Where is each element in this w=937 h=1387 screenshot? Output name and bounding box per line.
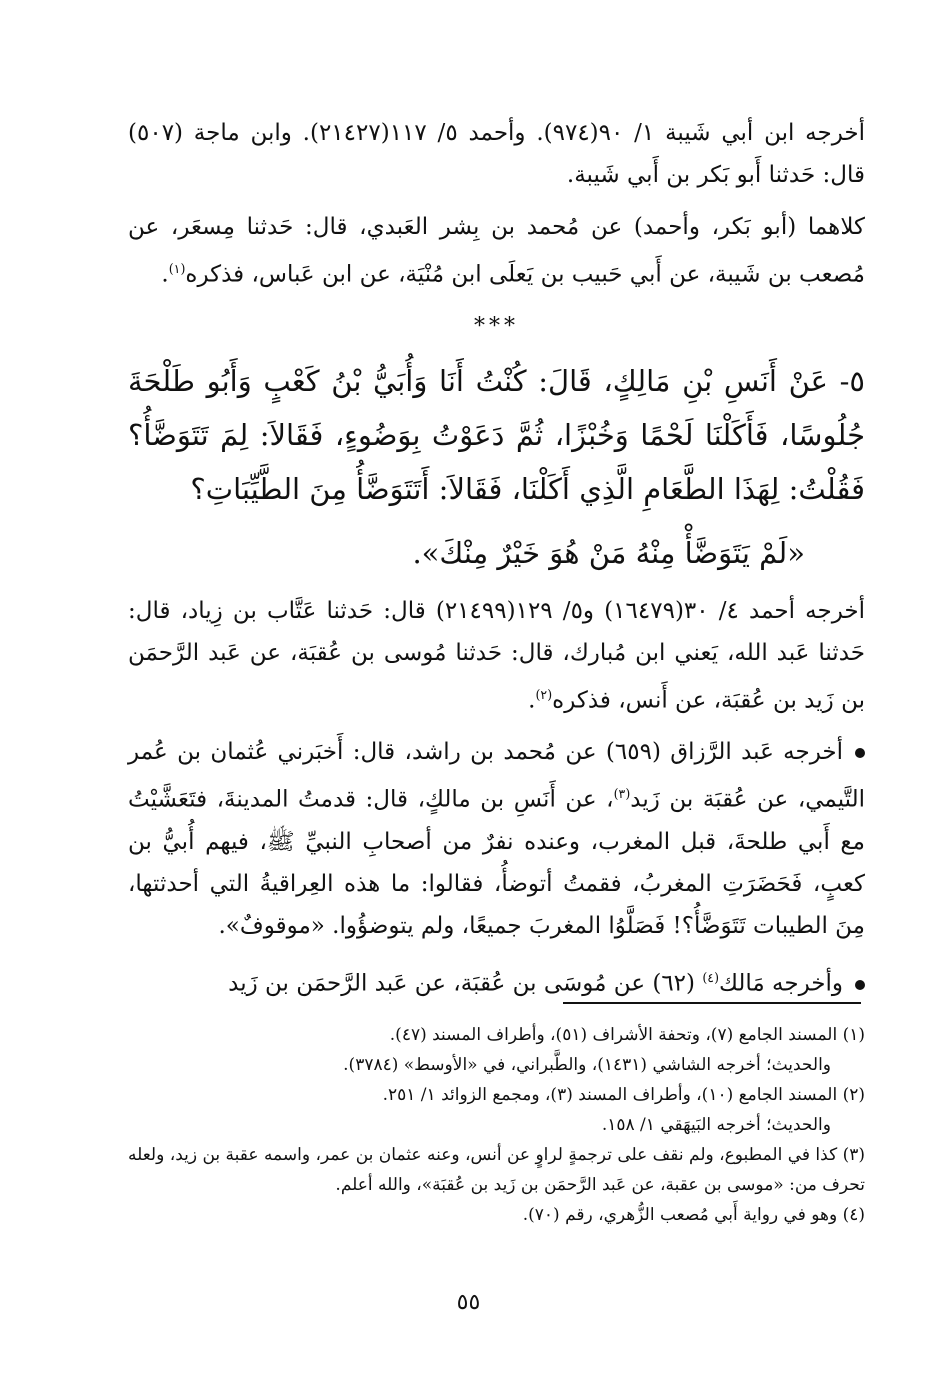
footnote-1: (١) المسند الجامع (٧)، وتحفة الأشراف (٥١)، وأطراف المسند (٤٧).	[389, 1025, 865, 1045]
footnote-3: (٣) كذا في المطبوع، ولم نقف على ترجمةٍ لراوٍ عن أنس، وعنه عثمان بن عمر، واسمه عقبة بن زيد، ولعله تحرف من: «موسى بن عقبة، عن عَبد الرَّحمَن بن زَيد بن عُقبَة»، والله أعلم.	[127, 1145, 865, 1195]
footnote-ref-1[interactable]: (١)	[168, 261, 186, 276]
footnote-1-continuation: والحديث؛ أخرجه الشاشي (١٤٣١)، والطَّبراني، في «الأوسط» (٣٧٨٤).	[343, 1055, 831, 1075]
footnote-divider	[563, 1002, 861, 1004]
page-number: ٥٥	[456, 1290, 481, 1315]
footnote-4: (٤) وهو في رواية أَبي مُصعب الزُّهري، رقم (٧٠).	[522, 1205, 865, 1225]
footnotes	[128, 1020, 865, 1230]
paragraph-takhrij-1: أخرجه ابن أبي شَيبة ١/ ٩٠(٩٧٤). وأحمد ٥/ ١١٧(٢١٤٢٧). وابن ماجة (٥٠٧) قال: حَدثنا أَبو بَكر بن أَبي شَيبة.	[128, 120, 866, 188]
footnote-2: (٢) المسند الجامع (١٠)، وأطراف المسند (٣)، ومجمع الزوائد ١/ ٢٥١.	[382, 1085, 865, 1105]
hadith-conclusion: «لَمْ يَتَوَضَّأْ مِنْهُ مَنْ هُوَ خَيْرٌ مِنْكَ».	[412, 535, 805, 570]
footnote-ref-4[interactable]: (٤)	[702, 969, 720, 985]
main-text	[128, 112, 865, 1015]
section-separator: ***	[474, 313, 519, 339]
paragraph-bullet-2: وأخرجه مَالك$^{(٤)}$ (٦٢) عن مُوسَى بن عُقبَة، عن عَبد الرَّحمَن بن زَيد	[128, 957, 865, 1005]
bullet-icon	[855, 748, 865, 758]
paragraph-takhrij-3: أخرجه أحمد ٤/ ٣٠(١٦٤٧٩) و٥/ ١٢٩(٢١٤٩٩) قال: حَدثنا عَتَّاب بن زِياد، قال: حَدثنا عَبد الله، يَعني ابن مُبارك، قال: حَدثنا مُوسى بن عُقبَة، عن عَبد الرَّحمَن بن زَيد بن عُقبَة، عن أَنس، فذكره$^{(٢)}$.	[128, 597, 866, 714]
hadith-text: ٥- عَنْ أَنَسِ بْنِ مَالِكٍ، قَالَ: كُنْتُ أَنَا وَأُبَيُّ بْنُ كَعْبٍ وَأَبُو طَلْحَةَ جُلُوسًا، فَأَكَلْنَا لَحْمًا وَخُبْزًا، ثُمَّ دَعَوْتُ بِوَضُوءٍ، فَقَالاَ: لِمَ تَتَوَضَّأُ؟ فَقُلْتُ: لِهَذَا الطَّعَامِ الَّذِي أَكَلْنَا، فَقَالاَ: أَتَتَوَضَّأُ مِنَ الطَّيِّبَاتِ؟	[128, 363, 865, 506]
footnote-2-continuation: والحديث؛ أخرجه البَيهَقي ١/ ١٥٨.	[601, 1115, 831, 1135]
paragraph-bullet-1: أخرجه عَبد الرَّزاق (٦٥٩) عن مُحمد بن راشد، قال: أَخبَرني عُثمان بن عُمر التَّيمي، عن عُقبَة بن زَيد$^{(٣)}$، عن أَنَسِ بن مالكٍ، قال: قدمتُ المدينةَ، فتَعَشَّيْتُ مع أَبي طلحةَ، قبل المغرب، وعنده نفرٌ من أصحابِ النبيِّ ﷺ، فيهم أُبيُّ بن كعبٍ، فَحَضَرَتِ المغربُ، فقمتُ أتوضأُ، فقالوا: ما هذه العِراقيةُ التي أحدثتها، مِنَ الطيبات تَتَوَضَّأُ؟! فَصَلَّوُا المغربَ جميعًا، ولم يتوضؤُوا. «موقوفٌ».	[128, 739, 865, 939]
footnote-ref-3[interactable]: (٣)	[613, 786, 631, 802]
paragraph-takhrij-2: كلاهما (أبو بَكر، وأحمد) عن مُحمد بن بِشر العَبدي، قال: حَدثنا مِسعَر، عن مُصعب بن شَيبة، عن أَبي حَبيب بن يَعلَى ابن مُنْيَة، عن ابن عَباس، فذكره$^{(١)}$.	[128, 214, 865, 288]
bullet-icon	[855, 980, 865, 990]
footnote-ref-2[interactable]: (٢)	[535, 686, 553, 702]
